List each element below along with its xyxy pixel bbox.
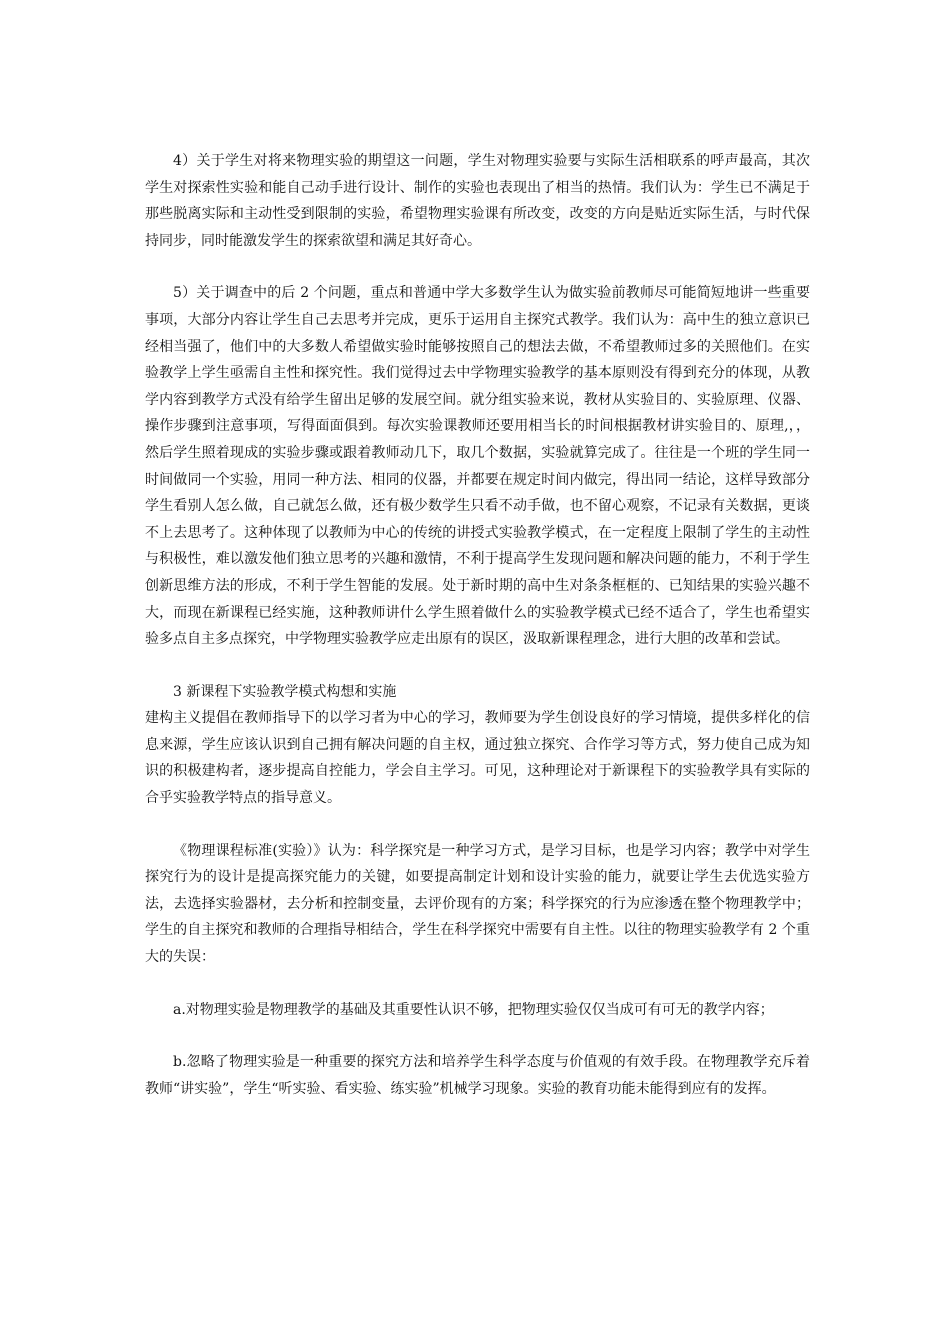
list-item-b: b.忽略了物理实验是一种重要的探究方法和培养学生科学态度与价值观的有效手段。在物理教学充斥着教师“讲实验”，学生“听实验、看实验、练实验”机械学习现象。实验的教育功能未能得到应有的发挥。 [145, 1054, 810, 1097]
section-heading: 3 新课程下实验教学模式构想和实施 [173, 683, 397, 700]
paragraph-gap [145, 812, 810, 838]
paragraph-gap [145, 971, 810, 997]
paragraph-constructivism: 建构主义提倡在教师指导下的以学习者为中心的学习，教师要为学生创设良好的学习情境，提供多样化的信息来源，学生应该认识到自己拥有解决问题的自主权，通过独立探究、合作学习等方式，努力使自己成为知识的积极建构者，逐步提高自控能力，学会自主学习。可见，这种理论对于新课程下的实验教学具有实际的合乎实验教学特点的指导意义。 [145, 710, 810, 807]
paragraph-survey-last-questions: 5）关于调查中的后 2 个问题，重点和普通中学大多数学生认为做实验前教师尽可能简短地讲一些重要事项，大部分内容让学生自己去思考并完成，更乐于运用自主探究式教学。我们认为：高中生的独立意识已经相当强了，他们中的大多数人希望做实验时能够按照自己的想法去做，不希望教师过多的关照他们。在实验教学上学生亟需自主性和探究性。我们觉得过去中学物理实验教学的基本原则没有得到充分的体现，从教学内容到教学方式没有给学生留出足够的发展空间。就分组实验来说，教材从实验目的、实验原理、仪器、操作步骤到注意事项，写得面面俱到。每次实验课教师还要用相当长的时间根据教材讲实验目的、原理,，，然后学生照着现成的实验步骤或跟着教师动几下，取几个数据，实验就算完成了。往往是一个班的学生同一时间做同一个实验，用同一种方法、相同的仪器，并都要在规定时间内做完，得出同一结论，这样导致部分学生看别人怎么做，自己就怎么做，还有极少数学生只看不动手做，也不留心观察，不记录有关数据，更谈不上去思考了。这种体现了以教师为中心的传统的讲授式实验教学模式，在一定程度上限制了学生的主动性与积极性，难以激发他们独立思考的兴趣和激情，不利于提高学生发现问题和解决问题的能力，不利于学生创新思维方法的形成，不利于学生智能的发展。处于新时期的高中生对条条框框的、已知结果的实验兴趣不大，而现在新课程已经实施，这种教师讲什么学生照着做什么的实验教学模式已经不适合了，学生也希望实验多点自主多点探究，中学物理实验教学应走出原有的误区，汲取新课程理念，进行大胆的改革和尝试。 [145, 285, 810, 648]
paragraph-curriculum-standard: 《物理课程标准(实验）》认为：科学探究是一种学习方式，是学习目标，也是学习内容；教学中对学生探究行为的设计是提高探究能力的关键，如要提高制定计划和设计实验的能力，就要让学生去优选实验方法，去选择实验器材，去分析和控制变量，去评价现有的方案；科学探究的行为应渗透在整个物理教学中；学生的自主探究和教师的合理指导相结合，学生在科学探究中需要有自主性。以往的物理实验教学有 2 个重大的失误： [145, 842, 810, 966]
paragraph-gap [145, 653, 810, 679]
document-body [145, 148, 810, 1102]
paragraph-gap [145, 254, 810, 280]
paragraph-expectations: 4）关于学生对将来物理实验的期望这一问题，学生对物理实验要与实际生活相联系的呼声最高，其次学生对探索性实验和能自己动手进行设计、制作的实验也表现出了相当的热情。我们认为：学生已不满足于那些脱离实际和主动性受到限制的实验，希望物理实验课有所改变，改变的方向是贴近实际生活，与时代保持同步，同时能激发学生的探索欲望和满足其好奇心。 [145, 153, 810, 249]
list-item-a: a.对物理实验是物理教学的基础及其重要性认识不够，把物理实验仅仅当成可有可无的教学内容； [173, 1001, 774, 1018]
paragraph-gap [145, 1023, 810, 1049]
